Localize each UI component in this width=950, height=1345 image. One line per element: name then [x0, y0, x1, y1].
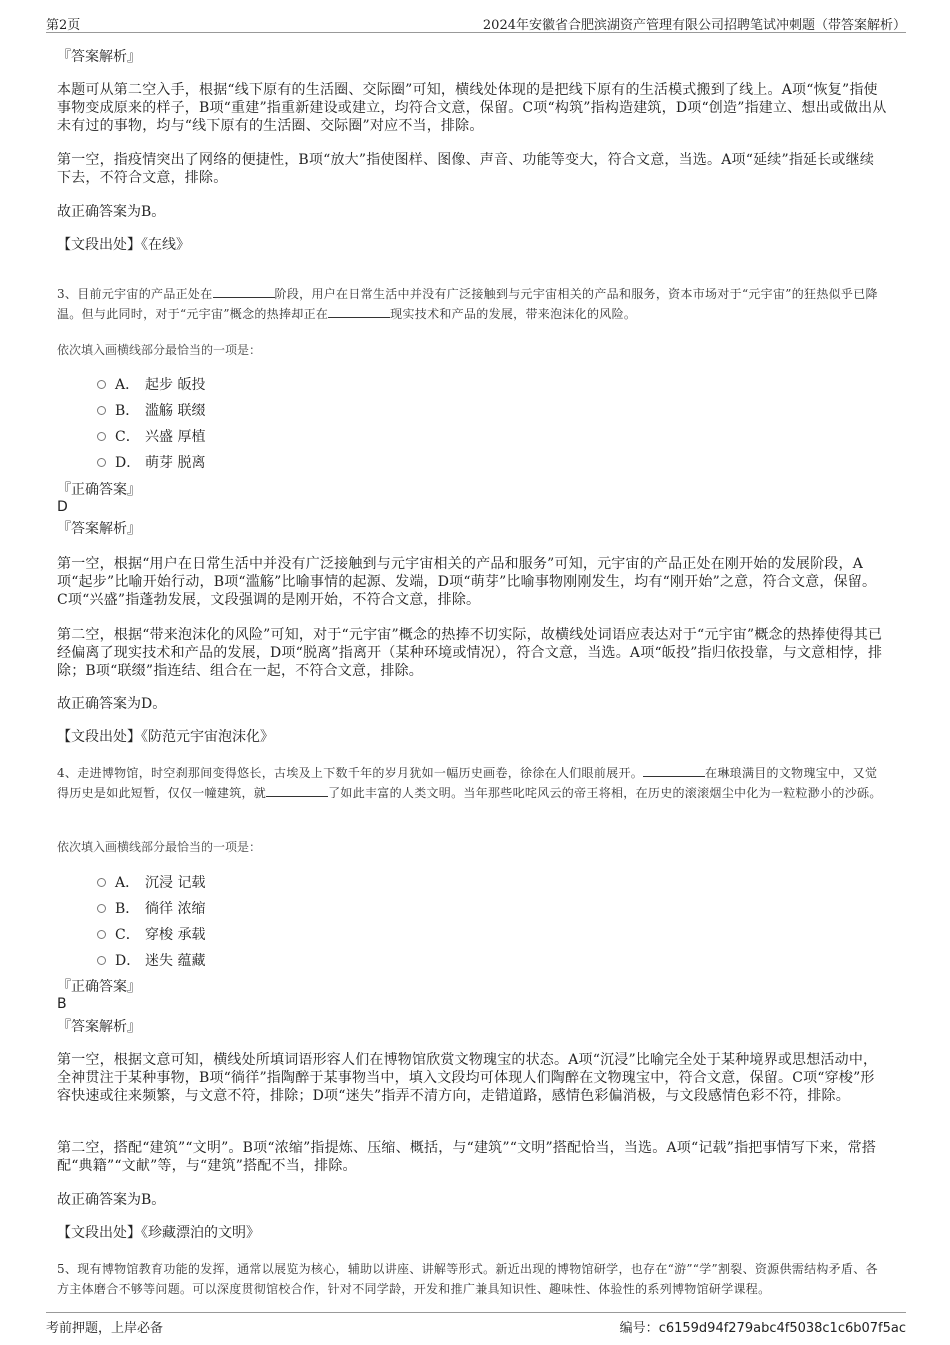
answer-blank	[643, 764, 705, 777]
document-title: 2024年安徽省合肥滨湖资产管理有限公司招聘笔试冲刺题（带答案解析）	[482, 18, 906, 33]
analysis-label: 『答案解析』	[57, 49, 141, 65]
question-5-stem: 5、现有博物馆教育功能的发挥，通常以展览为核心，辅助以讲座、讲解等形式。新近出现的博物馆研学，也存在“游”“学”割裂、资源供需结构矛盾、各方主体磨合不够等问题。可以深度贯彻馆校合作，针对不同学龄，开发和推广兼具知识性、趣味性、体验性的系列博物馆研学课程。	[57, 1262, 878, 1296]
question-3-options	[97, 371, 205, 475]
source-citation: 【文段出处】《珍藏漂泊的文明》	[57, 1225, 260, 1241]
radio-icon[interactable]	[97, 458, 106, 467]
correct-answer: B	[57, 996, 67, 1012]
question-4-options	[97, 869, 205, 973]
source-citation: 【文段出处】《防范元宇宙泡沫化》	[57, 729, 274, 745]
answer-blank	[266, 784, 328, 797]
radio-icon[interactable]	[97, 432, 106, 441]
radio-icon[interactable]	[97, 956, 106, 965]
analysis-paragraph: 第一空，指疫情突出了网络的便捷性，B项“放大”指使图样、图像、声音、功能等变大，符合文意，当选。A项“延续”指延长或继续下去，不符合文意，排除。	[57, 152, 875, 186]
radio-icon[interactable]	[97, 878, 106, 887]
question-3-hint: 依次填入画横线部分最恰当的一项是：	[57, 343, 262, 357]
question-4-stem: 4、走进博物馆，时空刹那间变得悠长，古埃及上下数千年的岁月犹如一幅历史画卷，徐徐在人们眼前展开。 在琳琅满目的文物瑰宝中，又觉得历史是如此短暂，仅仅一幢建筑，就 了如此丰富的人类文明。当年那些叱咤风云的帝王将相，在历史的滚滚烟尘中化为一粒粒渺小的沙砾。	[57, 766, 882, 800]
footer-slogan: 考前押题，上岸必备	[46, 1321, 164, 1336]
conclusion: 故正确答案为D。	[57, 696, 167, 712]
conclusion: 故正确答案为B。	[57, 204, 166, 220]
analysis-paragraph: 本题可从第二空入手，根据“线下原有的生活圈、交际圈”可知，横线处体现的是把线下原有的生活模式搬到了线上。A项“恢复”指使事物变成原来的样子，B项“重建”指重新建设或建立，均符合文意，保留。C项“构筑”指构造建筑，D项“创造”指建立、想出或做出从未有过的事物，均与“线下原有的生活圈、交际圈”对应不当，排除。	[57, 82, 887, 134]
radio-icon[interactable]	[97, 904, 106, 913]
correct-answer: D	[57, 499, 68, 515]
option-b[interactable]: B． 徜徉 浓缩	[97, 895, 205, 921]
analysis-label: 『答案解析』	[57, 521, 141, 537]
analysis-paragraph: 第二空，搭配“建筑”“文明”。B项“浓缩”指提炼、压缩、概括，与“建筑”“文明”搭配恰当，当选。A项“记载”指把事情写下来，常搭配“典籍”“文献”等，与“建筑”搭配不当，排除。	[57, 1140, 877, 1174]
analysis-label: 『答案解析』	[57, 1019, 141, 1035]
page-number: 第2页	[46, 18, 81, 33]
answer-blank	[328, 305, 390, 318]
source-citation: 【文段出处】《在线》	[57, 237, 190, 253]
analysis-paragraph: 第二空，根据“带来泡沫化的风险”可知，对于“元宇宙”概念的热捧不切实际，故横线处词语应表达对于“元宇宙”概念的热捧使得其已经偏离了现实技术和产品的发展，D项“脱离”指离开（某种环境或情况），符合文意，当选。A项“皈投”指归依投靠，与文意相悖，排除；B项“联缀”指连结、组合在一起，不符合文意，排除。	[57, 627, 883, 679]
radio-icon[interactable]	[97, 406, 106, 415]
page-footer	[46, 1312, 906, 1341]
analysis-paragraph: 第一空，根据“用户在日常生活中并没有广泛接触到与元宇宙相关的产品和服务”可知，元宇宙的产品正处在刚开始的发展阶段，A项“起步”比喻开始行动，B项“滥觞”比喻事情的起源、发端，D项“萌芽”比喻事物刚刚发生，均有“刚开始”之意，符合文意，保留。C项“兴盛”指蓬勃发展，文段强调的是刚开始，不符合文意，排除。	[57, 556, 877, 608]
radio-icon[interactable]	[97, 930, 106, 939]
option-c[interactable]: C． 兴盛 厚植	[97, 423, 205, 449]
correct-answer-label: 『正确答案』	[57, 482, 141, 498]
correct-answer-label: 『正确答案』	[57, 979, 141, 995]
analysis-paragraph: 第一空，根据文意可知，横线处所填词语形容人们在博物馆欣赏文物瑰宝的状态。A项“沉浸”比喻完全处于某种境界或思想活动中，全神贯注于某种事物，B项“徜徉”指陶醉于某事物当中，填入文段均可体现人们陶醉在文物瑰宝中，符合文意，保留。C项“穿梭”形容快速或往来频繁，与文意不符，排除；D项“迷失”指弄不清方向，走错道路，感情色彩偏消极，与文段感情色彩不符，排除。	[57, 1052, 878, 1104]
option-d[interactable]: D． 迷失 蕴藏	[97, 947, 205, 973]
radio-icon[interactable]	[97, 380, 106, 389]
question-3-stem: 3、目前元宇宙的产品正处在 阶段，用户在日常生活中并没有广泛接触到与元宇宙相关的产品和服务，资本市场对于“元宇宙”的狂热似乎已降温。但与此同时，对于“元宇宙”概念的热捧却正在 现实技术和产品的发展，带来泡沫化的风险。	[57, 287, 878, 321]
option-a[interactable]: A． 沉浸 记载	[97, 869, 205, 895]
conclusion: 故正确答案为B。	[57, 1192, 166, 1208]
question-4-hint: 依次填入画横线部分最恰当的一项是：	[57, 840, 262, 854]
option-b[interactable]: B． 滥觞 联缀	[97, 397, 205, 423]
answer-blank	[213, 285, 275, 298]
option-a[interactable]: A． 起步 皈投	[97, 371, 205, 397]
page-header	[46, 0, 906, 33]
option-c[interactable]: C． 穿梭 承载	[97, 921, 205, 947]
option-d[interactable]: D． 萌芽 脱离	[97, 449, 205, 475]
document-code: 编号：c6159d94f279abc4f5038c1c6b07f5ac	[619, 1321, 906, 1336]
